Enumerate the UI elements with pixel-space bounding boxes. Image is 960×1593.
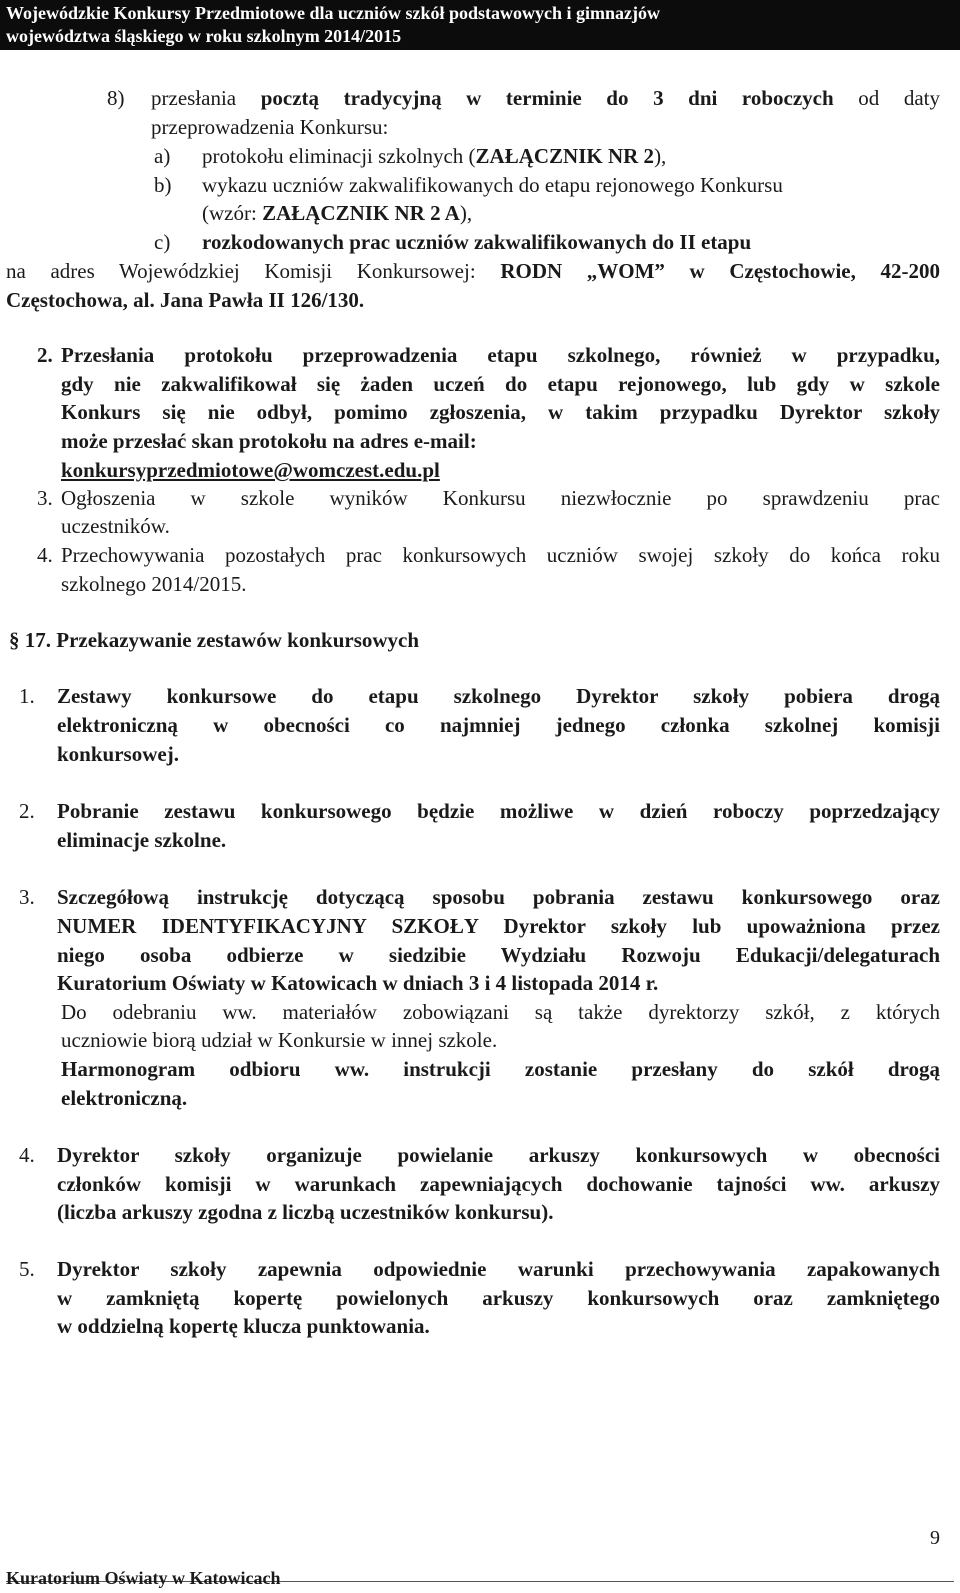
item2-line3: Konkurs się nie odbył, pomimo zgłoszenia, w takim przypadku Dyrektor szkoły [61,400,940,424]
page-number: 9 [930,1527,940,1549]
s1-number: 1. [19,684,35,708]
item3-line2: uczestników. [61,514,170,538]
s5-line1: Dyrektor szkoły zapewnia odpowiednie warunki przechowywania zapakowanych [57,1257,940,1281]
item3-number: 3. [37,486,53,510]
item8a-label: a) [154,144,171,168]
s4-line1: Dyrektor szkoły organizuje powielanie arkuszy konkursowych w obecności [57,1143,940,1167]
s4-number: 4. [19,1143,35,1167]
s5-number: 5. [19,1257,35,1281]
s2-line1: Pobranie zestawu konkursowego będzie możliwe w dzień roboczy poprzedzający [57,799,940,823]
s3-line6: uczniowie biorą udział w Konkursie w innej szkole. [61,1028,498,1052]
s3-line7: Harmonogram odbioru ww. instrukcji zostanie przesłany do szkół drogą [61,1057,940,1081]
s1-line2: elektroniczną w obecności co najmniej jednego członka szkolnej komisji [57,713,940,737]
s5-line3: w oddzielną kopertę klucza punktowania. [57,1314,430,1338]
footer-organization: Kuratorium Oświaty w Katowicach [6,1568,281,1588]
item8c-text: rozkodowanych prac uczniów zakwalifikowanych do II etapu [202,230,752,254]
header-title-line1: Wojewódzkie Konkursy Przedmiotowe dla uczniów szkół podstawowych i gimnazjów [6,3,660,23]
item4-line2: szkolnego 2014/2015. [61,572,247,596]
s3-line3: niego osoba odbierze w siedzibie Wydziału Rozwoju Edukacji/delegaturach [57,943,940,967]
item4-line1: Przechowywania pozostałych prac konkursowych uczniów swojej szkoły do końca roku [61,543,940,567]
section-heading [9,628,419,653]
s2-number: 2. [19,799,35,823]
header-title-line2: województwa śląskiego w roku szkolnym 2014/2015 [6,26,402,46]
item8-number: 8) [107,86,125,110]
item8-address-line1: na adres Wojewódzkiej Komisji Konkursowej: RODN „WOM” w Częstochowie, 42-200 [6,259,940,283]
item3-line1: Ogłoszenia w szkole wyników Konkursu niezwłocznie po sprawdzeniu prac [61,486,940,510]
item2-line2: gdy nie zakwalifikował się żaden uczeń do etapu rejonowego, lub gdy w szkole [61,372,940,396]
s3-line2: NUMER IDENTYFIKACYJNY SZKOŁY Dyrektor szkoły lub upoważniona przez [57,914,940,938]
s1-line1: Zestawy konkursowe do etapu szkolnego Dyrektor szkoły pobiera drogą [57,684,940,708]
item2-line4: może przesłać skan protokołu na adres e-mail: [61,429,477,453]
s3-line5: Do odebraniu ww. materiałów zobowiązani są także dyrektorzy szkół, z których [61,1000,940,1024]
item2-number: 2. [37,343,53,367]
s3-line8: elektroniczną. [61,1086,188,1110]
item8-address-line2: Częstochowa, al. Jana Pawła II 126/130. [6,288,365,312]
item8-line1: przesłania pocztą tradycyjną w terminie do 3 dni roboczych od daty [151,86,941,110]
s3-line4: Kuratorium Oświaty w Katowicach w dniach 3 i 4 listopada 2014 r. [57,971,659,995]
s1-line3: konkursowej. [57,742,179,766]
item2-line1: Przesłania protokołu przeprowadzenia etapu szkolnego, również w przypadku, [61,343,940,367]
contact-email-link[interactable]: konkursyprzedmiotowe@womczest.edu.pl [61,458,440,482]
item4-number: 4. [37,543,53,567]
s4-line3: (liczba arkuszy zgodna z liczbą uczestników konkursu). [57,1200,554,1224]
s3-line1: Szczegółową instrukcję dotyczącą sposobu pobrania zestawu konkursowego oraz [57,885,940,909]
item8-line2: przeprowadzenia Konkursu: [151,115,389,139]
item8c-label: c) [154,230,171,254]
s5-line2: w zamkniętą kopertę powielonych arkuszy konkursowych oraz zamkniętego [57,1286,940,1310]
item8b-label: b) [154,173,172,197]
section-title: 17. Przekazywanie zestawów konkursowych [24,628,420,652]
section-marker: § [9,628,20,652]
item8a-text: protokołu eliminacji szkolnych (ZAŁĄCZNIK NR 2), [202,144,667,168]
s3-number: 3. [19,885,35,909]
s2-line2: eliminacje szkolne. [57,828,227,852]
item8b-text-line2: (wzór: ZAŁĄCZNIK NR 2 A), [202,201,473,225]
s4-line2: członków komisji w warunkach zapewniających dochowanie tajności ww. arkuszy [57,1172,940,1196]
item8b-text: wykazu uczniów zakwalifikowanych do etapu rejonowego Konkursu [202,173,783,197]
